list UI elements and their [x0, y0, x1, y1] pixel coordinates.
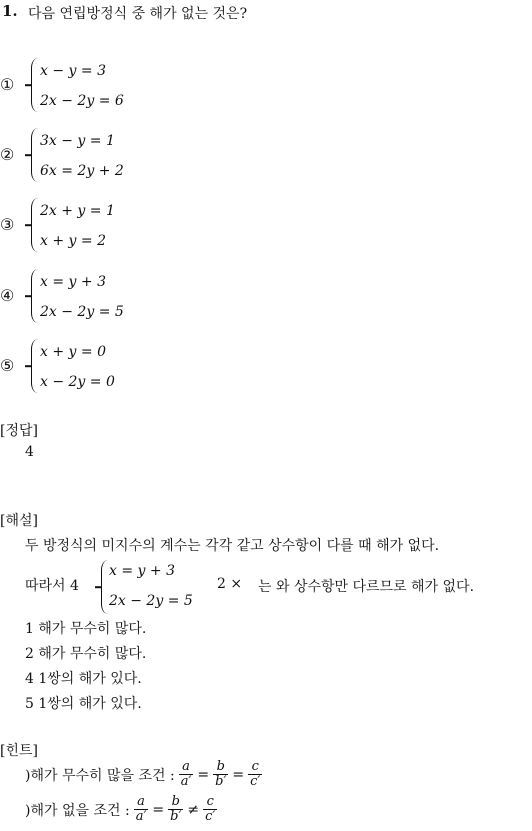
option-equation: x = y + 3: [40, 274, 106, 290]
equals-sign: =: [197, 766, 210, 783]
option-label[interactable]: ①: [0, 75, 15, 94]
fraction: [203, 795, 217, 825]
answer-value: 4: [25, 444, 34, 460]
numerator: c: [248, 760, 262, 775]
fraction: [179, 760, 194, 790]
option-equation: x + y = 0: [40, 344, 106, 360]
equals-sign: =: [232, 766, 245, 783]
explanation-line-suffix: 는 와 상수항만 다르므로 해가 없다.: [258, 579, 475, 595]
option-equation: x + y = 2: [40, 233, 106, 249]
option-equation: x − 2y = 0: [40, 374, 115, 390]
hint-heading: [힌트]: [0, 743, 38, 759]
option-equation: 2x + y = 1: [40, 203, 115, 219]
denominator: a′: [180, 774, 192, 790]
fraction: [134, 795, 149, 825]
option-equation: x − y = 3: [40, 63, 106, 79]
numerator: a: [179, 760, 194, 775]
denominator: b′: [170, 809, 182, 825]
option-label[interactable]: ③: [0, 215, 15, 234]
explanation-item: 5 1쌍의 해가 있다.: [25, 696, 142, 712]
answer-heading: [정답]: [0, 423, 38, 439]
explanation-item: 4 1쌍의 해가 있다.: [25, 671, 142, 687]
question-number: 1.: [2, 2, 18, 20]
explanation-item: 1 해가 무수히 많다.: [25, 621, 147, 637]
fraction: [248, 760, 262, 790]
fraction: [213, 760, 228, 790]
question-text: 다음 연립방정식 중 해가 없는 것은?: [28, 6, 248, 22]
hint-condition-label: )해가 없을 조건 :: [25, 802, 130, 819]
numerator: c: [203, 795, 217, 810]
explanation-multiplier: 2 ×: [217, 576, 243, 592]
option-label[interactable]: ⑤: [0, 356, 15, 375]
option-label[interactable]: ④: [0, 286, 15, 305]
numerator: b: [213, 760, 228, 775]
explanation-line: 두 방정식의 미지수의 계수는 각각 같고 상수항이 다를 때 해가 없다.: [25, 538, 440, 554]
not-equal-sign: ≠: [187, 801, 200, 818]
denominator: b′: [215, 774, 227, 790]
explanation-item: 2 해가 무수히 많다.: [25, 646, 147, 662]
denominator: c′: [250, 774, 261, 790]
option-equation: 6x = 2y + 2: [40, 163, 124, 179]
hint-line: [25, 795, 217, 825]
option-equation: 2x − 2y = 6: [40, 93, 124, 109]
hint-line: [25, 760, 262, 790]
explanation-heading: [해설]: [0, 513, 38, 529]
denominator: a′: [135, 809, 147, 825]
option-equation: 2x − 2y = 5: [40, 304, 124, 320]
numerator: b: [168, 795, 183, 810]
equals-sign: =: [152, 801, 165, 818]
explanation-equation: x = y + 3: [109, 563, 175, 579]
option-equation: 3x − y = 1: [40, 133, 115, 149]
option-label[interactable]: ②: [0, 145, 15, 164]
numerator: a: [134, 795, 149, 810]
denominator: c′: [205, 809, 216, 825]
explanation-line-prefix: 따라서 4: [25, 578, 79, 594]
explanation-equation: 2x − 2y = 5: [109, 593, 193, 609]
fraction: [168, 795, 183, 825]
hint-condition-label: )해가 무수히 많을 조건 :: [25, 767, 175, 784]
